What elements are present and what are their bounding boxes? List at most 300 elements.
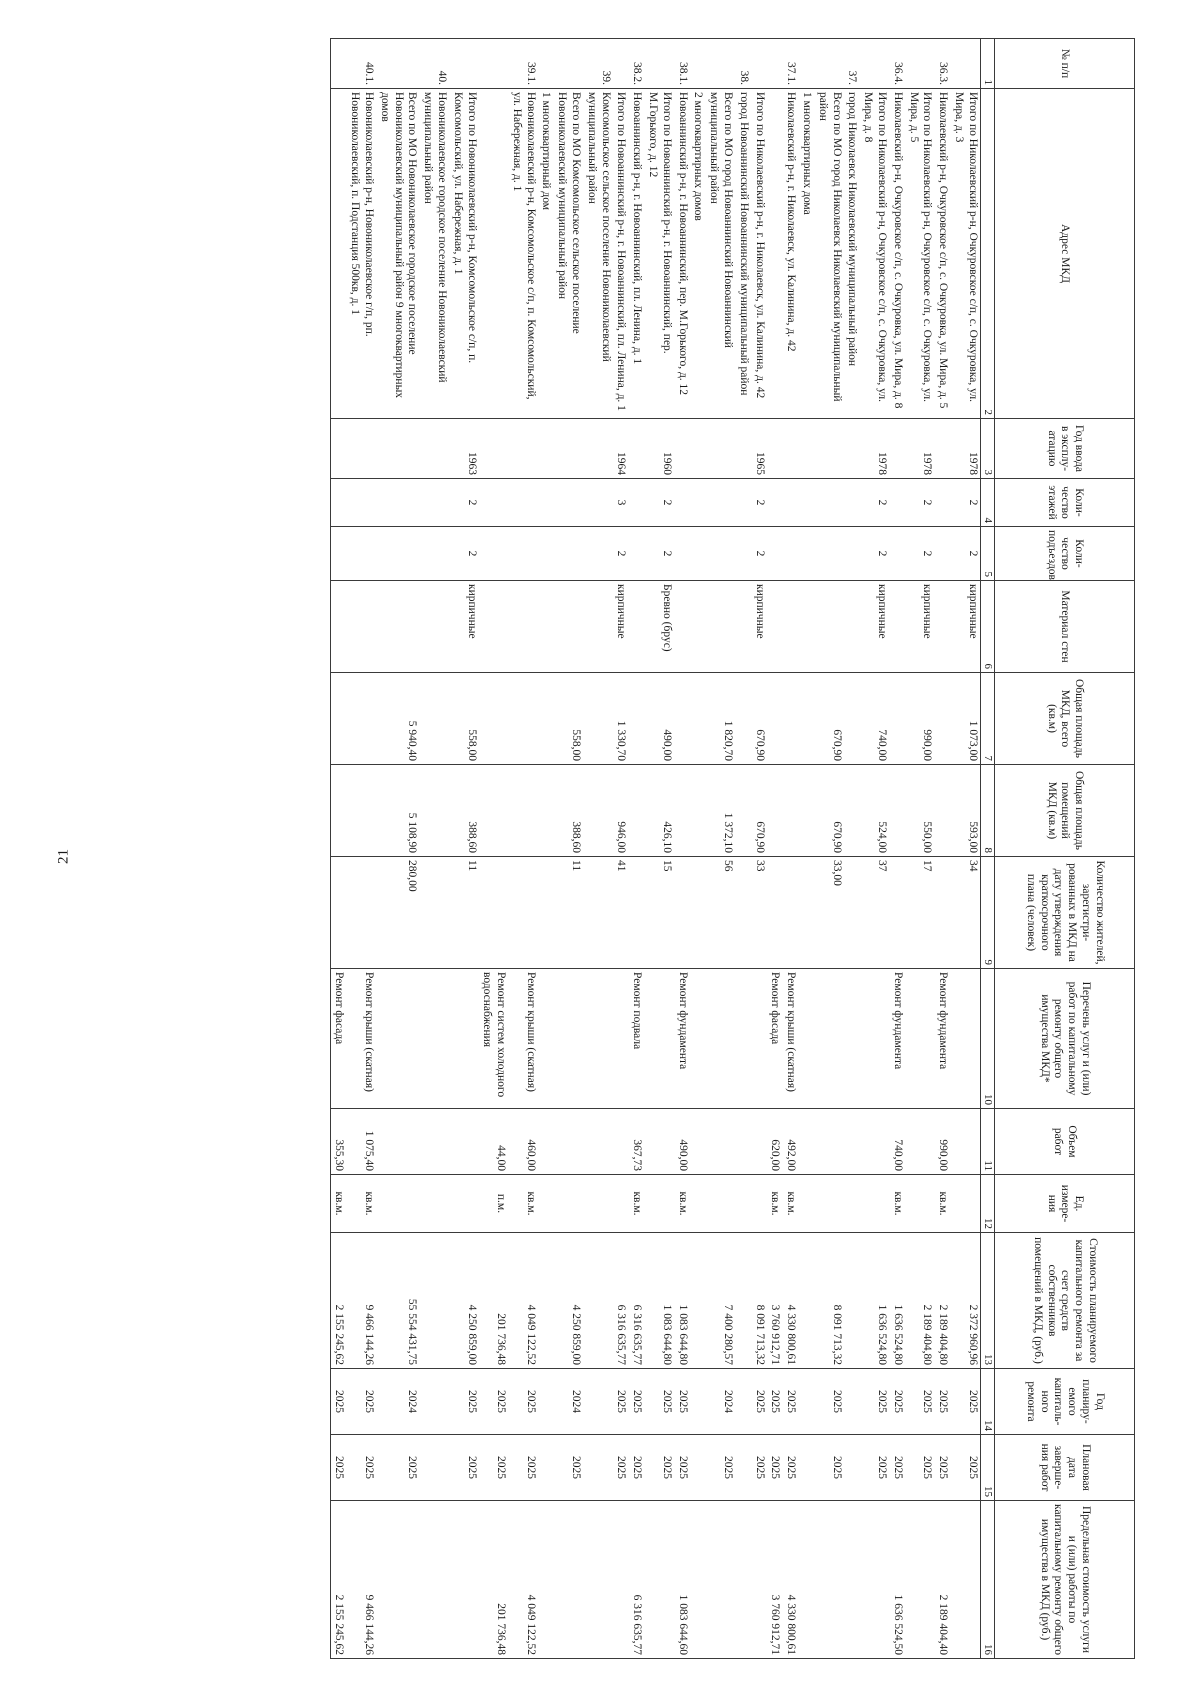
table-cell: 1965 [751, 419, 767, 479]
table-cell [735, 1233, 751, 1369]
table-cell: 5 940,40 [376, 673, 419, 765]
table-cell: Николаевский р-н, г. Николаевск, ул. Калинина, д. 42 [782, 89, 798, 419]
table-cell: 2025 [905, 1369, 935, 1435]
table-cell: кв.м. [508, 1175, 538, 1233]
table-cell: 2025 [376, 1435, 419, 1501]
table-cell [538, 1369, 554, 1435]
table-row [705, 39, 735, 1659]
table-cell: 2024 [376, 1369, 419, 1435]
table-cell [538, 479, 554, 527]
table-cell [844, 1175, 860, 1233]
table-cell [798, 969, 814, 1109]
table-cell: кирпичные [905, 581, 935, 673]
table-cell [690, 765, 706, 857]
table-cell [554, 1501, 584, 1659]
table-cell [628, 673, 644, 765]
table-cell: 2025 [628, 1369, 644, 1435]
table-cell [674, 673, 690, 765]
table-cell [798, 419, 814, 479]
table-cell [814, 969, 844, 1109]
table-cell [376, 581, 419, 673]
table-cell [583, 857, 613, 969]
table-cell: 38. [735, 39, 751, 89]
table-cell: 2 [644, 479, 674, 527]
table-cell: 8 091 713,32 [751, 1233, 767, 1369]
table-cell: 2025 [508, 1435, 538, 1501]
table-cell: 8 091 713,32 [814, 1233, 844, 1369]
table-cell: 2025 [889, 1369, 905, 1435]
table-cell [735, 527, 751, 581]
table-cell: 2025 [705, 1435, 735, 1501]
table-cell [705, 527, 735, 581]
table-cell [844, 857, 860, 969]
table-cell [690, 673, 706, 765]
table-cell: 2 [905, 527, 935, 581]
table-cell [583, 1233, 613, 1369]
table-cell [419, 969, 449, 1109]
table-cell: 2 [751, 479, 767, 527]
table-cell: Ремонт фундамента [889, 969, 905, 1109]
table-cell [346, 527, 376, 581]
table-cell [690, 1369, 706, 1435]
table-cell [814, 479, 844, 527]
table-cell [583, 527, 613, 581]
table-cell [814, 419, 844, 479]
table-cell [419, 857, 449, 969]
table-cell [844, 673, 860, 765]
table-cell: Ремонт подвала [628, 969, 644, 1109]
table-cell [705, 969, 735, 1109]
table-cell [554, 1175, 584, 1233]
table-cell: 38.2. [628, 39, 644, 89]
table-cell: кирпичные [613, 581, 629, 673]
table-cell [479, 479, 509, 527]
table-row [950, 39, 980, 1659]
table-cell: 1 820,70 [705, 673, 735, 765]
table-cell: 3 760 912,71 [767, 1501, 783, 1659]
table-cell [690, 969, 706, 1109]
table-cell: 3 760 912,71 [767, 1233, 783, 1369]
table-cell: кирпичные [751, 581, 767, 673]
table-cell: 2 многоквартирных домов [690, 89, 706, 419]
table-cell: кирпичные [449, 581, 479, 673]
table-cell: 670,90 [751, 673, 767, 765]
table-cell [449, 39, 479, 89]
table-cell: 2 [449, 527, 479, 581]
table-cell: Ремонт систем холодного водоснабжения [479, 969, 509, 1109]
column-index: 2 [980, 89, 994, 419]
table-cell [934, 765, 950, 857]
table-cell: 593,00 [950, 765, 980, 857]
column-index: 9 [980, 857, 994, 969]
table-cell: Итого по Николаевский р-н, г. Николаевск, ул. Калинина, д. 42 [751, 89, 767, 419]
table-cell [628, 527, 644, 581]
table-cell [330, 39, 346, 89]
table-cell [419, 1175, 449, 1233]
column-header: Стоимость планируемого капитального ремонта за счет средств собственников помещений в МКД, (руб.) [995, 1233, 1135, 1369]
table-cell [346, 479, 376, 527]
table-cell [767, 479, 783, 527]
column-index: 6 [980, 581, 994, 673]
table-cell: кв.м. [346, 1175, 376, 1233]
table-cell: 620,00 [767, 1109, 783, 1175]
table-cell [767, 527, 783, 581]
table-cell [376, 479, 419, 527]
table-row [889, 39, 905, 1659]
table-cell: 426,10 [644, 765, 674, 857]
table-cell [674, 419, 690, 479]
table-cell [583, 969, 613, 1109]
table-cell [538, 39, 554, 89]
table-cell: 460,00 [508, 1109, 538, 1175]
column-header: Год планиру-емого капиталь-ного ремонта [995, 1369, 1135, 1435]
table-cell [844, 1435, 860, 1501]
column-header: Объем работ [995, 1109, 1135, 1175]
table-row [508, 39, 538, 1659]
table-cell [934, 857, 950, 969]
table-cell [554, 581, 584, 673]
table-cell [419, 1501, 449, 1659]
table-cell: 9 466 144,26 [346, 1501, 376, 1659]
table-cell [844, 581, 860, 673]
table-cell: 2 155 245,62 [330, 1233, 346, 1369]
table-cell [330, 419, 346, 479]
table-cell: 2025 [782, 1369, 798, 1435]
table-cell [751, 39, 767, 89]
table-cell [538, 1435, 554, 1501]
table-cell [889, 527, 905, 581]
table-cell: 4 049 122,52 [508, 1233, 538, 1369]
table-cell: 2025 [508, 1369, 538, 1435]
table-cell [798, 673, 814, 765]
table-cell: кв.м. [628, 1175, 644, 1233]
table-cell [628, 857, 644, 969]
table-cell: 34 [950, 857, 980, 969]
table-cell: 2025 [767, 1435, 783, 1501]
table-cell [330, 765, 346, 857]
table-cell [508, 581, 538, 673]
table-cell [419, 419, 449, 479]
column-header: Перечень услуг и (или) работ по капитальному ремонту общего имущества МКД* [995, 969, 1135, 1109]
table-cell: Итого по Новоаннинский р-н, г. Новоаннинский, пл. Ленина, д. 1 [613, 89, 629, 419]
table-cell: 1 многоквартирных дома [798, 89, 814, 419]
table-cell [934, 581, 950, 673]
table-cell [628, 419, 644, 479]
rotated-page [65, 38, 1135, 1658]
table-cell [554, 419, 584, 479]
table-cell: 1 083 644,80 [674, 1233, 690, 1369]
table-cell: 9 466 144,26 [346, 1233, 376, 1369]
table-cell: 388,60 [449, 765, 479, 857]
table-cell [889, 419, 905, 479]
table-cell [859, 1501, 889, 1659]
table-cell: Итого по Новониколаевский р-н, Комсомольское с/п, п. Комсомольский, ул. Набережная, д. 1 [449, 89, 479, 419]
table-cell: 2025 [814, 1369, 844, 1435]
table-cell [479, 857, 509, 969]
column-header: Адрес МКД [995, 89, 1135, 419]
table-cell: 2 372 960,96 [950, 1233, 980, 1369]
table-row [449, 39, 479, 1659]
table-cell: 2025 [644, 1435, 674, 1501]
table-cell: 2025 [449, 1369, 479, 1435]
table-cell [950, 969, 980, 1109]
table-cell [735, 1369, 751, 1435]
table-cell [751, 969, 767, 1109]
table-cell [705, 419, 735, 479]
table-row [844, 39, 860, 1659]
table-row [782, 39, 798, 1659]
column-index: 11 [980, 1109, 994, 1175]
table-cell: 2025 [346, 1435, 376, 1501]
table-cell: 33,00 [814, 857, 844, 969]
table-cell: 2 [613, 527, 629, 581]
table-cell [859, 1109, 889, 1175]
table-cell: 2025 [479, 1369, 509, 1435]
table-row [905, 39, 935, 1659]
table-cell [934, 419, 950, 479]
table-cell: п.м. [479, 1175, 509, 1233]
table-cell [798, 39, 814, 89]
table-cell [844, 1501, 860, 1659]
table-cell [376, 419, 419, 479]
table-cell [583, 1175, 613, 1233]
table-cell: 2 [644, 527, 674, 581]
table-cell [644, 39, 674, 89]
table-cell: 40.1. [346, 39, 376, 89]
table-cell [934, 673, 950, 765]
table-cell [583, 1369, 613, 1435]
table-cell: 3 [613, 479, 629, 527]
table-cell: 670,90 [814, 765, 844, 857]
table-cell [814, 39, 844, 89]
table-cell [538, 1109, 554, 1175]
table-cell [479, 673, 509, 765]
table-cell [419, 673, 449, 765]
table-cell: 2025 [613, 1435, 629, 1501]
table-cell [508, 479, 538, 527]
table-cell [767, 673, 783, 765]
table-cell [934, 527, 950, 581]
table-cell: 2 189 404,80 [905, 1233, 935, 1369]
column-index: 3 [980, 419, 994, 479]
table-cell [798, 1501, 814, 1659]
table-cell: 1 330,70 [613, 673, 629, 765]
table-cell [705, 39, 735, 89]
table-cell [674, 527, 690, 581]
table-cell: 6 316 635,77 [628, 1233, 644, 1369]
table-cell: Ремонт фасада [330, 969, 346, 1109]
column-index: 7 [980, 673, 994, 765]
table-cell: 670,90 [751, 765, 767, 857]
table-cell [798, 1435, 814, 1501]
table-cell: 2024 [554, 1369, 584, 1435]
table-cell [583, 581, 613, 673]
table-cell: Всего по МО город Новоаннинский Новоаннинский муниципальный район [705, 89, 735, 419]
table-cell: 990,00 [905, 673, 935, 765]
table-cell [814, 1501, 844, 1659]
table-cell [479, 765, 509, 857]
table-cell [330, 527, 346, 581]
table-row [798, 39, 814, 1659]
table-cell: 2025 [905, 1435, 935, 1501]
table-cell [554, 39, 584, 89]
table-cell [376, 39, 419, 89]
table-cell: 670,90 [814, 673, 844, 765]
table-cell: 15 [644, 857, 674, 969]
table-cell [905, 969, 935, 1109]
table-cell [798, 1109, 814, 1175]
table-row [613, 39, 629, 1659]
table-cell: 4 330 800,61 [782, 1233, 798, 1369]
table-row [735, 39, 751, 1659]
table-row [376, 39, 419, 1659]
table-cell [735, 1501, 751, 1659]
table-cell: 6 316 635,77 [613, 1233, 629, 1369]
table-cell [554, 969, 584, 1109]
table-cell [644, 1501, 674, 1659]
table-cell [844, 479, 860, 527]
table-cell [346, 419, 376, 479]
table-cell [859, 969, 889, 1109]
table-cell: 367,73 [628, 1109, 644, 1175]
table-cell [674, 857, 690, 969]
table-cell: 1 075,40 [346, 1109, 376, 1175]
column-header: Предельная стоимость услуги и (или) работы по капитальному ремонту общего имущества в МКД (руб.) [995, 1501, 1135, 1659]
column-index: 10 [980, 969, 994, 1109]
table-cell [782, 419, 798, 479]
table-cell [330, 673, 346, 765]
table-cell: 2025 [950, 1369, 980, 1435]
column-header: Количество жителей, зарегистри-рованных в МКД на дату утверждения краткосрочного плана (человек) [995, 857, 1135, 969]
column-header: Общая площадь помещений МКД (кв.м) [995, 765, 1135, 857]
table-cell [628, 581, 644, 673]
table-cell: Ремонт крыши (скатная) [508, 969, 538, 1109]
capital-repair-table [330, 38, 1135, 1659]
table-cell: Новониколаевский р-н, Новониколаевское г/п, рп. Новониколаевский, п. Подстанция 500кв, д. 1 [346, 89, 376, 419]
table-body [330, 39, 980, 1659]
table-cell [859, 39, 889, 89]
table-cell: 280,00 [376, 857, 419, 969]
table-cell: 55 554 431,75 [376, 1233, 419, 1369]
column-header: Материал стен [995, 581, 1135, 673]
table-cell: кв.м. [934, 1175, 950, 1233]
table-cell [690, 39, 706, 89]
table-cell: Николаевский р-н, Очкуровское с/п, с. Очкуровка, ул. Мира, д. 5 [934, 89, 950, 419]
column-index: 4 [980, 479, 994, 527]
table-row [419, 39, 449, 1659]
table-cell [950, 1109, 980, 1175]
table-cell [419, 765, 449, 857]
column-index: 13 [980, 1233, 994, 1369]
table-cell: 1960 [644, 419, 674, 479]
table-cell [479, 419, 509, 479]
table-cell [735, 673, 751, 765]
table-cell: 37. [844, 39, 860, 89]
table-cell [554, 479, 584, 527]
table-cell [705, 1109, 735, 1175]
table-cell: 550,00 [905, 765, 935, 857]
table-cell: 39. [583, 39, 613, 89]
table-cell [798, 527, 814, 581]
table-cell: 2025 [889, 1435, 905, 1501]
table-cell: Ремонт крыши (скатная) [346, 969, 376, 1109]
table-cell: Итого по Николаевский р-н, Очкуровское с/п, с. Очкуровка, ул. Мира, д. 5 [905, 89, 935, 419]
table-cell: Новониколаевское городское поселение Новониколаевский муниципальный район [419, 89, 449, 419]
table-cell: 490,00 [644, 673, 674, 765]
table-cell [508, 857, 538, 969]
table-cell: город Николаевск Николаевский муниципальный район [844, 89, 860, 419]
table-cell [751, 1501, 767, 1659]
table-cell [798, 765, 814, 857]
column-header: Плановая дата заверше-ния работ [995, 1435, 1135, 1501]
table-cell: 1964 [613, 419, 629, 479]
table-cell: 36.4. [889, 39, 905, 89]
table-cell [782, 765, 798, 857]
table-cell: 2025 [613, 1369, 629, 1435]
table-cell [479, 89, 509, 419]
table-cell [538, 673, 554, 765]
table-cell [690, 479, 706, 527]
table-row [583, 39, 613, 1659]
table-cell: 201 736,48 [479, 1501, 509, 1659]
table-cell [889, 765, 905, 857]
table-cell: 355,30 [330, 1109, 346, 1175]
table-cell [419, 479, 449, 527]
table-cell: кирпичные [859, 581, 889, 673]
table-cell [690, 581, 706, 673]
table-cell [844, 527, 860, 581]
table-cell: 2 155 245,62 [330, 1501, 346, 1659]
column-header: Ед. измере-ния [995, 1175, 1135, 1233]
table-cell [798, 1369, 814, 1435]
table-cell: 2 [950, 527, 980, 581]
table-cell [798, 479, 814, 527]
table-cell [613, 1501, 629, 1659]
column-index: 12 [980, 1175, 994, 1233]
table-cell [767, 39, 783, 89]
table-row [751, 39, 767, 1659]
table-cell [628, 765, 644, 857]
table-cell [583, 419, 613, 479]
table-row [934, 39, 950, 1659]
table-cell: 4 250 859,00 [449, 1233, 479, 1369]
table-cell: 37 [859, 857, 889, 969]
table-cell [613, 969, 629, 1109]
table-cell: 1 372,10 [705, 765, 735, 857]
table-cell: кв.м. [330, 1175, 346, 1233]
table-cell: 2025 [814, 1435, 844, 1501]
table-cell: 2025 [449, 1435, 479, 1501]
table-cell [628, 479, 644, 527]
table-cell: 524,00 [859, 765, 889, 857]
table-cell [751, 1175, 767, 1233]
table-cell: 201 736,48 [479, 1233, 509, 1369]
table-cell [844, 765, 860, 857]
column-header: № п/п [995, 39, 1135, 89]
table-cell [419, 1109, 449, 1175]
table-cell: 2 [905, 479, 935, 527]
table-cell [449, 1501, 479, 1659]
table-cell: Всего по МО Новониколаевское городское поселение Новониколаевский муниципальный район 9 многоквартирных домов [376, 89, 419, 419]
table-cell [690, 1233, 706, 1369]
table-cell [889, 673, 905, 765]
table-cell [376, 1501, 419, 1659]
table-cell: 11 [449, 857, 479, 969]
table-cell [346, 581, 376, 673]
table-cell [479, 581, 509, 673]
table-cell [449, 1109, 479, 1175]
table-cell: 2025 [479, 1435, 509, 1501]
